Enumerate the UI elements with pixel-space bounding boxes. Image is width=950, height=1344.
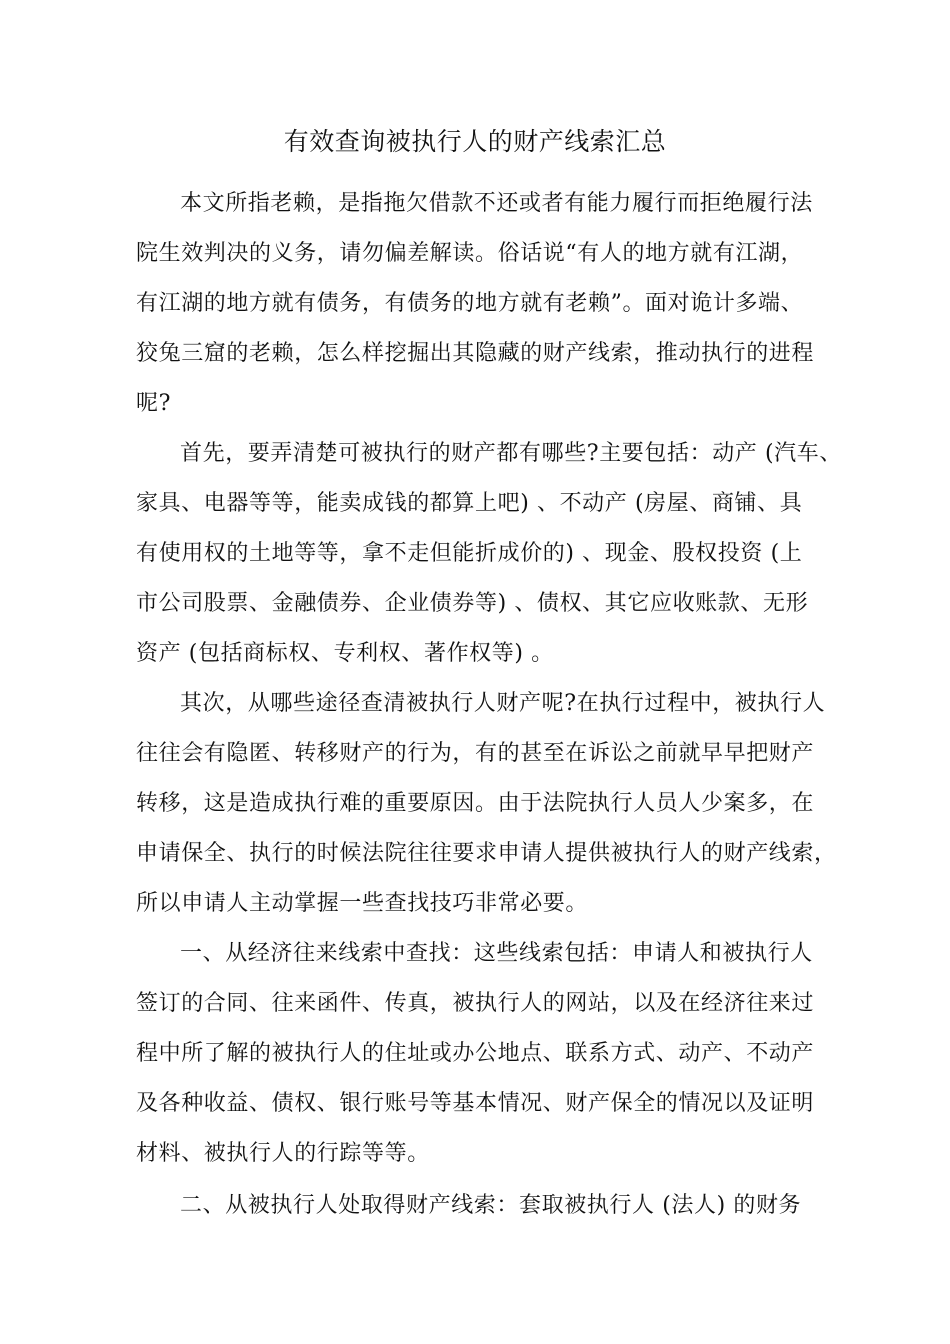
paragraph-3-line-3: 转移，这是造成执行难的重要原因。由于法院执行人员人少案多，在 (136, 791, 815, 816)
paragraph-3-line-5: 所以申请人主动掌握一些查找技巧非常必要。 (136, 891, 589, 916)
paragraph-4-line-5: 材料、被执行人的行踪等等。 (136, 1141, 430, 1166)
paragraph-5-line-1: 二、从被执行人处取得财产线索：套取被执行人 (法人) 的财务 (180, 1193, 802, 1218)
paragraph-4-line-3: 程中所了解的被执行人的住址或办公地点、联系方式、动产、不动产 (136, 1041, 815, 1066)
paragraph-1-line-5: 呢? (136, 391, 171, 416)
paragraph-1-line-3: 有江湖的地方就有债务，有债务的地方就有老赖”。面对诡计多端、 (136, 291, 804, 316)
paragraph-3-line-1: 其次，从哪些途径查清被执行人财产呢?在执行过程中，被执行人 (180, 691, 826, 716)
paragraph-1-line-4: 狡兔三窟的老赖，怎么样挖掘出其隐藏的财产线索，推动执行的进程 (136, 341, 815, 366)
paragraph-3-line-2: 往往会有隐匿、转移财产的行为，有的甚至在诉讼之前就早早把财产 (136, 741, 815, 766)
paragraph-4-line-2: 签订的合同、往来函件、传真，被执行人的网站，以及在经济往来过 (136, 991, 815, 1016)
paragraph-4-line-1: 一、从经济往来线索中查找：这些线索包括：申请人和被执行人 (180, 941, 813, 966)
paragraph-1-line-1: 本文所指老赖，是指拖欠借款不还或者有能力履行而拒绝履行法 (180, 191, 813, 216)
paragraph-2-line-1: 首先，要弄清楚可被执行的财产都有哪些?主要包括：动产 (汽车、 (180, 441, 842, 466)
paragraph-2-line-5: 资产 (包括商标权、专利权、著作权等) 。 (136, 641, 554, 666)
paragraph-2-line-2: 家具、电器等等，能卖成钱的都算上吧) 、不动产 (房屋、商铺、具 (136, 491, 803, 516)
paragraph-1-line-2: 院生效判决的义务，请勿偏差解读。俗话说“有人的地方就有江湖， (136, 241, 804, 266)
paragraph-3-line-4: 申请保全、执行的时候法院往往要求申请人提供被执行人的财产线索， (136, 841, 837, 866)
paragraph-4-line-4: 及各种收益、债权、银行账号等基本情况、财产保全的情况以及证明 (136, 1091, 815, 1116)
paragraph-2-line-4: 市公司股票、金融债券、企业债券等) 、债权、其它应收账款、无形 (136, 591, 809, 616)
paragraph-2-line-3: 有使用权的土地等等，拿不走但能折成价的) 、现金、股权投资 (上 (136, 541, 803, 566)
document-title: 有效查询被执行人的财产线索汇总 (283, 127, 667, 156)
